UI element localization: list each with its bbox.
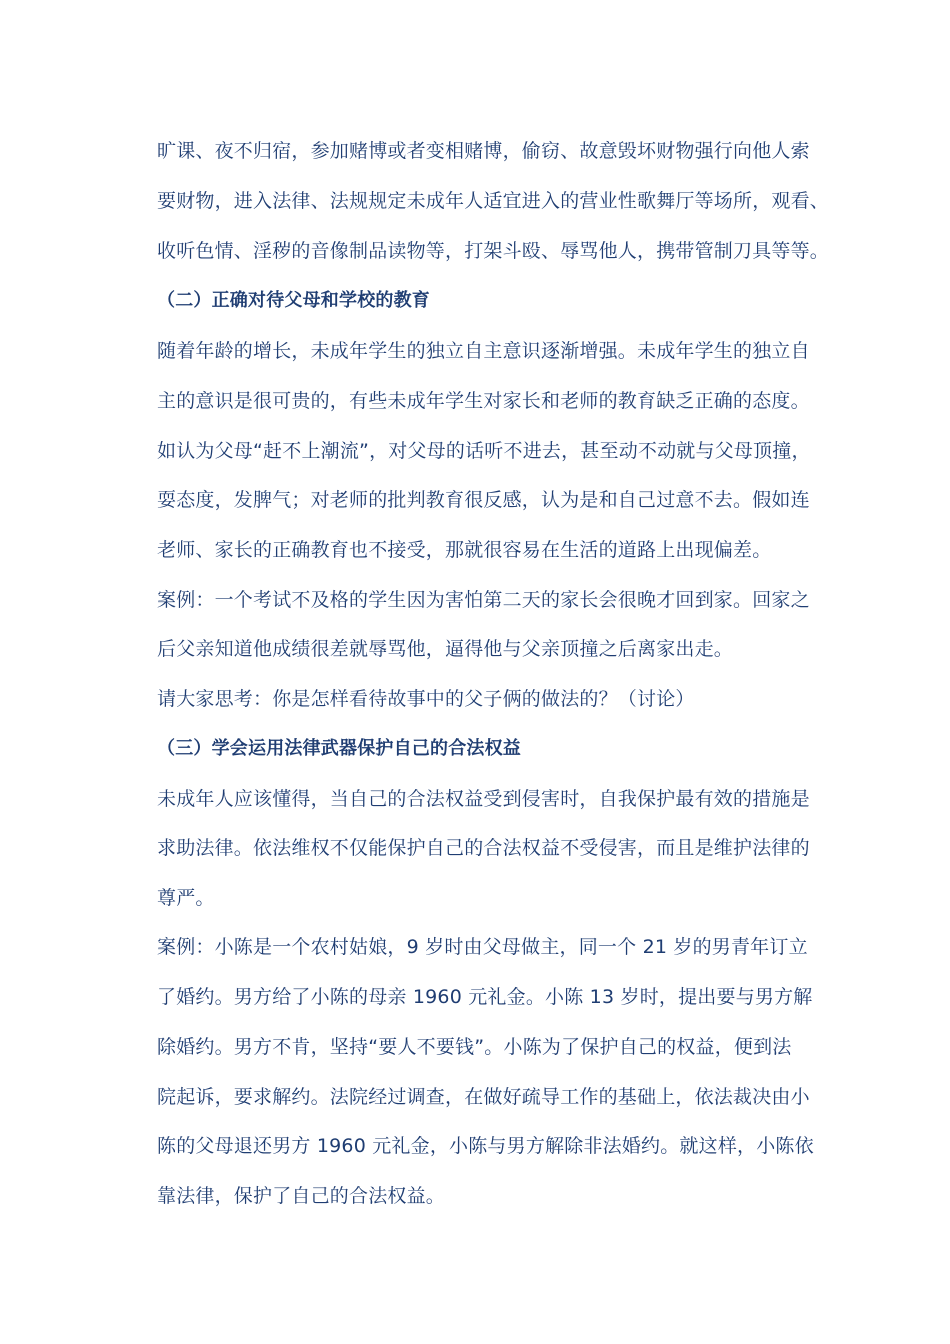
paragraph-line: 未成年人应该懂得，当自己的合法权益受到侵害时，自我保护最有效的措施是 xyxy=(157,788,810,810)
paragraph-line: 收听色情、淫秽的音像制品读物等，打架斗殴、辱骂他人，携带管制刀具等等。 xyxy=(157,240,830,262)
case-line: 陈的父母退还男方 1960 元礼金，小陈与男方解除非法婚约。就这样，小陈依 xyxy=(157,1135,814,1157)
case-line: 除婚约。男方不肯，坚持“要人不要钱”。小陈为了保护自己的权益，便到法 xyxy=(157,1036,792,1058)
case-line: 靠法律，保护了自己的合法权益。 xyxy=(157,1185,446,1207)
case-line: 后父亲知道他成绩很差就辱骂他，逼得他与父亲顶撞之后离家出走。 xyxy=(157,638,734,660)
paragraph-line: 旷课、夜不归宿，参加赌博或者变相赌博，偷窃、故意毁坏财物强行向他人索 xyxy=(157,140,810,162)
case-line: 了婚约。男方给了小陈的母亲 1960 元礼金。小陈 13 岁时，提出要与男方解 xyxy=(157,986,813,1008)
case-line: 案例：小陈是一个农村姑娘，9 岁时由父母做主，同一个 21 岁的男青年订立 xyxy=(157,936,808,958)
paragraph-line: 求助法律。依法维权不仅能保护自己的合法权益不受侵害，而且是维护法律的 xyxy=(157,837,810,859)
section-heading: （三）学会运用法律武器保护自己的合法权益 xyxy=(157,738,521,759)
paragraph-line: 耍态度，发脾气；对老师的批判教育很反感，认为是和自己过意不去。假如连 xyxy=(157,489,810,511)
paragraph-line: 随着年龄的增长，未成年学生的独立自主意识逐渐增强。未成年学生的独立自 xyxy=(157,340,810,362)
question-line: 请大家思考：你是怎样看待故事中的父子俩的做法的？（讨论） xyxy=(157,688,695,710)
case-line: 案例：一个考试不及格的学生因为害怕第二天的家长会很晚才回到家。回家之 xyxy=(157,589,810,611)
section-heading: （二）正确对待父母和学校的教育 xyxy=(157,290,430,311)
paragraph-line: 尊严。 xyxy=(157,887,215,909)
paragraph-line: 要财物，进入法律、法规规定未成年人适宜进入的营业性歌舞厅等场所，观看、 xyxy=(157,190,830,212)
case-line: 院起诉，要求解约。法院经过调查，在做好疏导工作的基础上，依法裁决由小 xyxy=(157,1086,810,1108)
paragraph-line: 如认为父母“赶不上潮流”，对父母的话听不进去，甚至动不动就与父母顶撞， xyxy=(157,440,811,462)
paragraph-line: 主的意识是很可贵的，有些未成年学生对家长和老师的教育缺乏正确的态度。 xyxy=(157,390,810,412)
paragraph-line: 老师、家长的正确教育也不接受，那就很容易在生活的道路上出现偏差。 xyxy=(157,539,772,561)
